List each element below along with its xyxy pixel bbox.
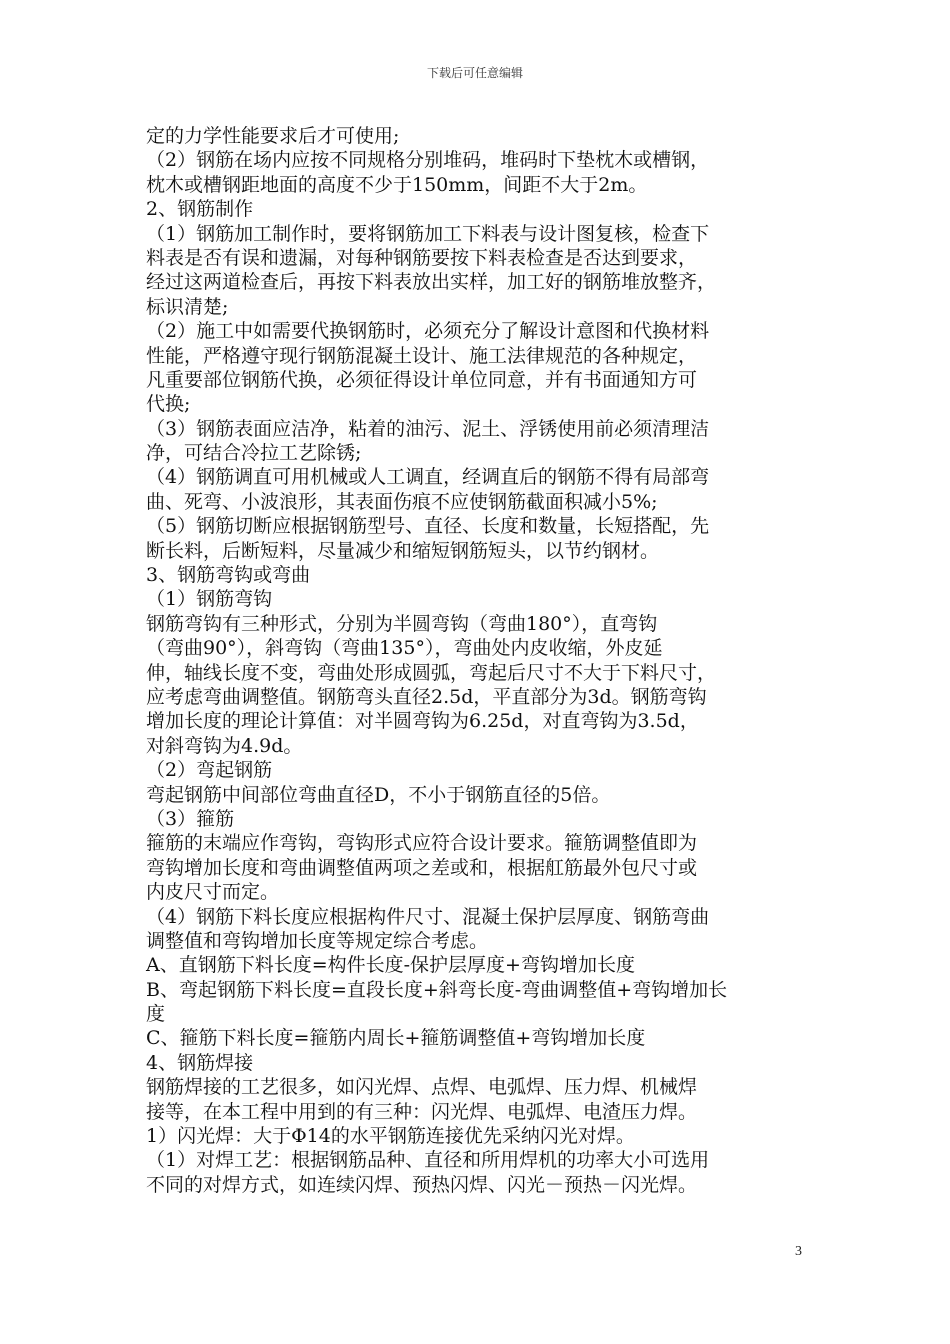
text-line: 定的力学性能要求后才可使用; <box>146 125 400 147</box>
text-line: 凡重要部位钢筋代换，必须征得设计单位同意，并有书面通知方可 <box>146 368 698 391</box>
text-line: 弯起钢筋中间部位弯曲直径D，不小于钢筋直径的5倍。 <box>146 783 611 806</box>
text-line: A、直钢筋下料长度=构件长度-保护层厚度+弯钩增加长度 <box>146 954 635 977</box>
text-line: （1）钢筋弯钩 <box>146 588 273 611</box>
text-line: （3）钢筋表面应洁净，粘着的油污、泥土、浮锈使用前必须清理洁 <box>146 417 710 440</box>
text-line: 钢筋弯钩有三种形式，分别为半圆弯钩（弯曲180°），直弯钩 <box>146 612 658 635</box>
text-line: B、弯起钢筋下料长度=直段长度+斜弯长度-弯曲调整值+弯钩增加长 <box>146 978 728 1001</box>
text-line: 标识清楚; <box>146 295 229 318</box>
text-line: 箍筋的末端应作弯钩，弯钩形式应符合设计要求。箍筋调整值即为 <box>146 832 698 855</box>
text-line: 料表是否有误和遗漏，对每种钢筋要按下料表检查是否达到要求， <box>146 246 698 269</box>
text-line: 性能，严格遵守现行钢筋混凝土设计、施工法律规范的各种规定， <box>146 344 698 367</box>
page-header: 下载后可任意编辑 <box>426 66 523 80</box>
text-line: 1）闪光焊：大于Φ14的水平钢筋连接优先采纳闪光对焊。 <box>146 1125 635 1148</box>
text-line: 3、钢筋弯钩或弯曲 <box>146 564 311 587</box>
text-line: 钢筋焊接的工艺很多，如闪光焊、点焊、电弧焊、压力焊、机械焊 <box>146 1076 698 1099</box>
text-line: 经过这两道检查后，再按下料表放出实样，加工好的钢筋堆放整齐， <box>146 271 717 294</box>
text-line: （弯曲90°），斜弯钩（弯曲135°），弯曲处内皮收缩，外皮延 <box>146 637 663 660</box>
text-line: （2）施工中如需要代换钢筋时，必须充分了解设计意图和代换材料 <box>146 320 710 343</box>
text-line: 不同的对焊方式，如连续闪焊、预热闪焊、闪光－预热－闪光焊。 <box>146 1173 698 1196</box>
text-line: （1）钢筋加工制作时，要将钢筋加工下料表与设计图复核，检查下 <box>146 222 710 245</box>
text-line: 应考虑弯曲调整值。钢筋弯头直径2.5d，平直部分为3d。钢筋弯钩 <box>146 685 707 708</box>
text-line: （2）钢筋在场内应按不同规格分别堆码，堆码时下垫枕木或槽钢， <box>146 149 710 172</box>
text-line: 增加长度的理论计算值：对半圆弯钩为6.25d，对直弯钩为3.5d， <box>146 710 699 733</box>
text-line: （5）钢筋切断应根据钢筋型号、直径、长度和数量，长短搭配，先 <box>146 515 710 538</box>
text-line: 对斜弯钩为4.9d。 <box>146 734 303 757</box>
text-line: 2、钢筋制作 <box>146 198 254 221</box>
text-line: （4）钢筋调直可用机械或人工调直，经调直后的钢筋不得有局部弯 <box>146 466 710 489</box>
text-line: 净，可结合冷拉工艺除锈; <box>146 442 362 465</box>
text-line: 枕木或槽钢距地面的高度不少于150mm，间距不大于2m。 <box>146 173 648 196</box>
text-line: 弯钩增加长度和弯曲调整值两项之差或和，根据舡筋最外包尺寸或 <box>146 856 698 879</box>
text-line: （1）对焊工艺：根据钢筋品种、直径和所用焊机的功率大小可选用 <box>146 1149 710 1172</box>
text-line: 曲、死弯、小波浪形，其表面伤痕不应使钢筋截面积减小5%; <box>146 490 658 513</box>
text-line: 接等，在本工程中用到的有三种：闪光焊、电弧焊、电渣压力焊。 <box>146 1100 698 1123</box>
text-line: 度 <box>146 1003 166 1026</box>
text-line: （3）箍筋 <box>146 807 235 830</box>
text-line: 调整值和弯钩增加长度等规定综合考虑。 <box>146 929 489 952</box>
text-line: C、箍筋下料长度=箍筋内周长+箍筋调整值+弯钩增加长度 <box>146 1027 646 1050</box>
text-line: （2）弯起钢筋 <box>146 759 273 782</box>
body-text <box>146 124 816 1197</box>
text-line: 内皮尺寸而定。 <box>146 881 280 904</box>
text-line: （4）钢筋下料长度应根据构件尺寸、混凝土保护层厚度、钢筋弯曲 <box>146 905 710 928</box>
text-line: 断长料，后断短料，尽量减少和缩短钢筋短头，以节约钢材。 <box>146 539 660 562</box>
text-line: 代换; <box>146 393 191 416</box>
text-line: 4、钢筋焊接 <box>146 1051 254 1074</box>
page-number: 3 <box>795 1244 802 1259</box>
text-line: 伸，轴线长度不变，弯曲处形成圆弧，弯起后尺寸不大于下料尺寸， <box>146 661 717 684</box>
